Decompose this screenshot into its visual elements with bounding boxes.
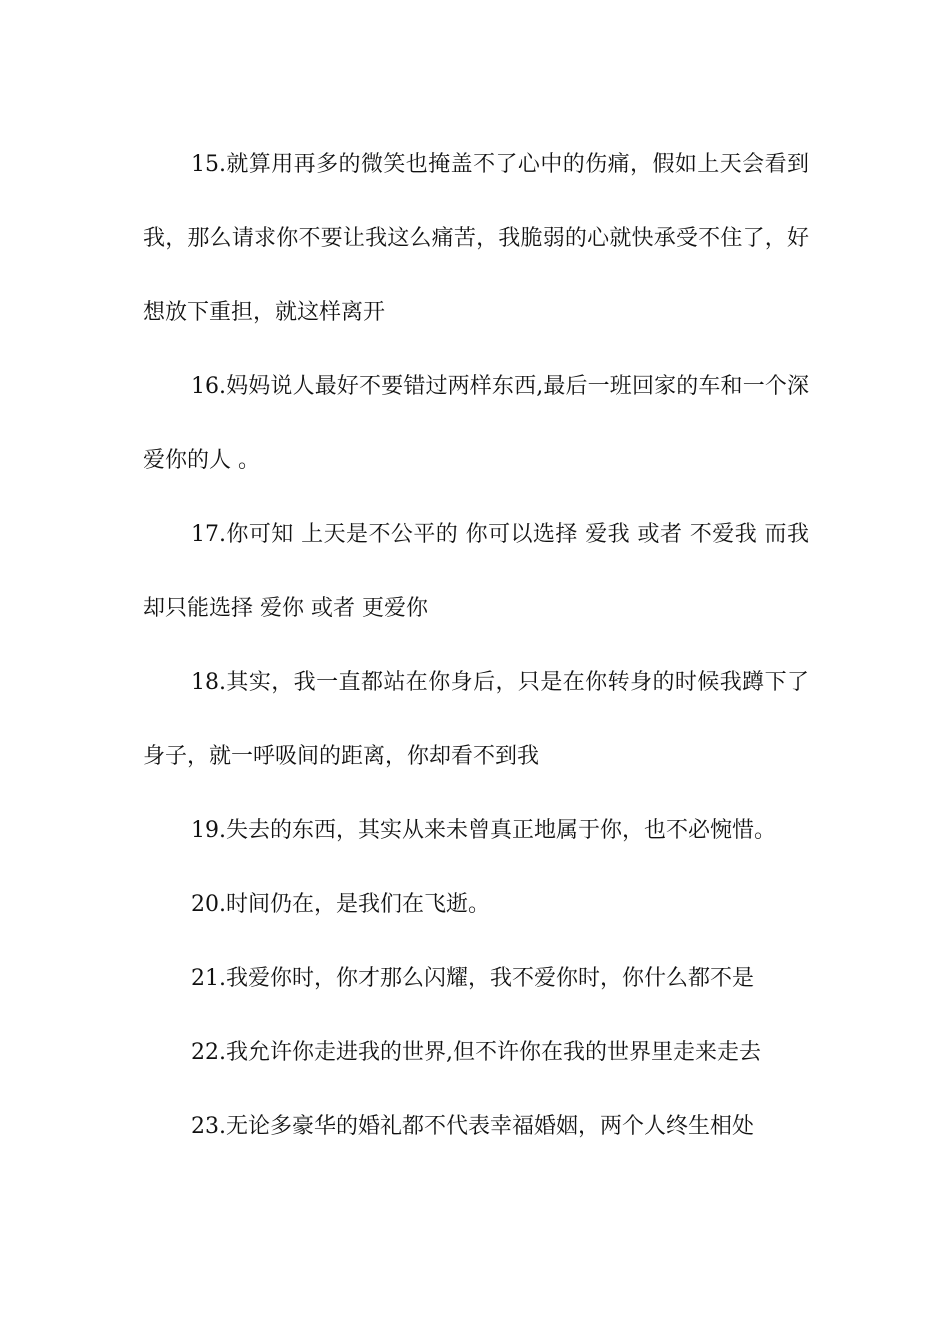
paragraph-20: 20.时间仍在，是我们在飞逝。 bbox=[191, 892, 490, 917]
paragraph-16: 16.妈妈说人最好不要错过两样东西,最后一班回家的车和一个深爱你的人 。 bbox=[143, 374, 809, 473]
paragraph-18: 18.其实，我一直都站在你身后，只是在你转身的时候我蹲下了身子，就一呼吸间的距离，你却看不到我 bbox=[143, 670, 809, 769]
paragraph-19: 19.失去的东西，其实从来未曾真正地属于你，也不必惋惜。 bbox=[191, 818, 776, 843]
document-body bbox=[143, 128, 809, 1164]
paragraph-17: 17.你可知 上天是不公平的 你可以选择 爱我 或者 不爱我 而我却只能选择 爱你 或者 更爱你 bbox=[143, 522, 809, 621]
paragraph-22: 22.我允许你走进我的世界,但不许你在我的世界里走来走去 bbox=[191, 1040, 761, 1065]
paragraph-21: 21.我爱你时，你才那么闪耀，我不爱你时，你什么都不是 bbox=[191, 966, 754, 991]
paragraph-15: 15.就算用再多的微笑也掩盖不了心中的伤痛，假如上天会看到我，那么请求你不要让我这么痛苦，我脆弱的心就快承受不住了，好想放下重担，就这样离开 bbox=[143, 152, 809, 325]
paragraph-23: 23.无论多豪华的婚礼都不代表幸福婚姻，两个人终生相处 bbox=[191, 1114, 754, 1139]
